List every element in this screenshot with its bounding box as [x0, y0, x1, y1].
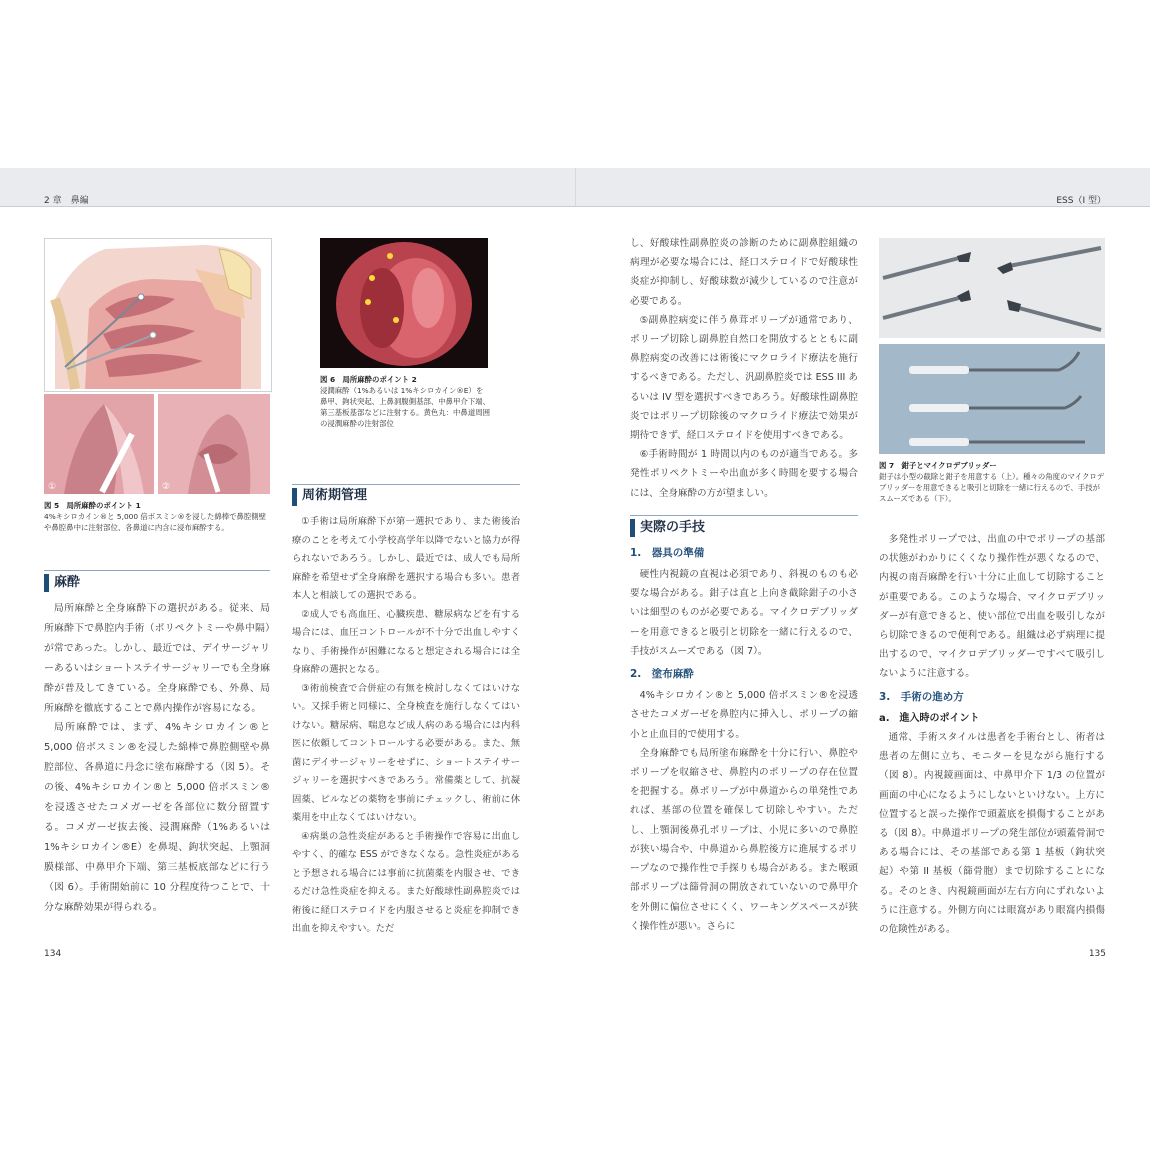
periop-paragraph-1: ①手術は局所麻酔下が第一選択であり、また術後治療のことを考えて小学校高学年以降でないと協力が得られないであろう。しかし、最近では、成人でも局所麻酔を希望せず全身麻酔を選択する場合も多い。患者本人と相談しての選択である。: [292, 516, 520, 601]
subsection-procedure: 3. 手術の進め方: [879, 690, 964, 703]
periop-paragraph-3: ③術前検査で合併症の有無を検討しなくてはいけない。又採手術と同様に、全身検査を施行しなくてはいけない。糖尿病、喘息など成人病のある場合には内科医に依頼してコントロールする必要がある。また、無菌にデイサージャリーをせずに、ショートステイサージャリーを選択すべきであろう。常備薬として、抗凝固薬、ピルなどの薬物を事前にチェックし、術前に休薬用を中止なくてはいけない。: [292, 682, 520, 823]
fig5-label-1: ①: [48, 482, 57, 492]
fig5-caption-title: 図 5 局所麻酔のポイント 1: [44, 501, 141, 510]
fig6-endoscopic-photo: [320, 238, 488, 368]
gutter-line: [575, 168, 576, 206]
anesthesia-paragraph-2: 局所麻酔では、まず、4%キシロカイン®と 5,000 倍ボスミン®を浸した綿棒で鼻腔側壁や鼻腔部位、各鼻道に丹念に塗布麻酔する（図 5）。その後、4%キシロカイン®と 5,000 倍ボスミン®を浸透させたコメガーゼを各部位に数分留置する。コメガーゼ抜去後、浸潤麻酔（1%あるいは 1%キシロカイン®E）を鼻堤、鉤状突起、上顎洞膜様部、中鼻甲介下端、第三基板底部などに行う（図 6）。手術開始前に 10 分程度待つことで、十分な麻酔効果が得られる。: [44, 722, 270, 913]
fig5-sagittal-illustration: [44, 238, 272, 392]
section-title-anesthesia: 麻酔: [54, 575, 81, 590]
running-header: [0, 168, 1150, 207]
fig5-endoscopic-view-1: [44, 394, 154, 494]
section-heading-technique: [630, 515, 858, 538]
entry-points-paragraph: 通常、手術スタイルは患者を手術台とし、術者は患者の左側に立ち、モニターを見ながら施行する（図 8）。内視鏡画面は、中鼻甲介下 1/3 の位置が画面の中心になるようにしないといけない。上方に位置すると誤った操作で頭蓋底を損傷することがある（図 8）。中鼻道ポリープの発生部位が頭蓋骨洞である場合には、その基部である第 1 基板（鉤状突起）や第 II 基板（篩骨胞）まで切除することになる。そのとき、内視鏡画面が左右方向にずれないように注意する。外側方向には眼窩があり眼窩内損傷の危険性がある。: [879, 732, 1105, 936]
book-spread: [0, 168, 1150, 973]
fig7-caption-body: 鉗子は小型の截除と鉗子を用意する（上）。種々の角度のマイクロデブリッダーを用意できると吸引と切除を一緒に行えるので、手技がスムーズである（下）。: [879, 472, 1105, 503]
topical-paragraph-1: 4%キシロカイン®と 5,000 倍ボスミン®を浸透させたコメガーゼを鼻腔内に挿入し、ポリープの縮小と止血目的で使用する。: [630, 690, 858, 740]
fig7-caption: [879, 460, 1105, 504]
fig5-label-2: ②: [162, 482, 171, 492]
right-page-number: 135: [1088, 949, 1106, 959]
fig5-endoscopic-view-2: [158, 394, 270, 494]
section-bar: [630, 519, 635, 537]
left-running-head: 2 章 鼻編: [44, 196, 89, 206]
anesthesia-paragraph-1: 局所麻酔と全身麻酔下の選択がある。従来、局所麻酔下で鼻腔内手術（ポリペクトミーや鼻中隔）が常であった。しかし、最近では、デイサージャリーあるいはショートステイサージャリーでも全身麻酔が普及してきている。全身麻酔でも、外鼻、局所麻酔を徹底することで鼻内操作が容易になる。: [44, 603, 270, 714]
section-bar: [44, 574, 49, 592]
fig7-caption-title: 図 7 鉗子とマイクロデブリッダー: [879, 461, 997, 470]
fig6-caption-title: 図 6 局所麻酔のポイント 2: [320, 375, 417, 384]
fig6-caption-body: 浸潤麻酔（1%あるいは 1%キシロカイン®E）を鼻甲、鉤状突起、上鼻洞腹側基部、中鼻甲介下端、第三基板基部などに注射する。黄色丸：中鼻道周囲の浸潤麻酔の注射部位: [320, 386, 490, 428]
left-column-1: [44, 570, 270, 918]
section-heading-periop: [292, 484, 520, 507]
right-col2-paragraph-1: 多発性ポリープでは、出血の中でポリープの基部の状態がわかりにくくなり操作性が悪くなるので、内視の南吾麻酔を行い十分に止血して切除することが重要である。このような場合、マイクロデブリッダーが有意できると、使い部位で出血を吸引しながら切除できるので便利である。組織は必ず病理に提出するので、マイクロデブリッダーですべて吸引しないように注意する。: [879, 534, 1105, 680]
section-heading-anesthesia: [44, 570, 270, 593]
fig6-caption: [320, 374, 490, 429]
fig7-microdebrider-photo: [879, 344, 1105, 454]
subsection-instruments: 1. 器具の準備: [630, 546, 705, 559]
left-column-2: [292, 484, 520, 939]
topical-paragraph-2: 全身麻酔でも局所塗布麻酔を十分に行い、鼻腔やポリープを収縮させ、鼻腔内のポリープの存在位置を把握する。鼻ポリープが中鼻道からの単発性であれば、基部の位置を確保して切除しやすい。ただし、上顎洞後鼻孔ポリープは、小児に多いので鼻腔が狭い場合や、中鼻道から鼻腔後方に進展するポリープなので操作性で手探りも場合がある。また喉頭部ポリープは篩骨洞の開放されていないので鼻甲介を外側に偏位させにくく、ワーキングスペースが狭く操作性が悪い。さらに: [630, 747, 858, 932]
instruments-paragraph: 硬性内視鏡の直視は必須であり、斜視のものも必要な場合がある。鉗子は直と上向き截除鉗子の小さいは細型のものが必要である。マイクロデブリッダーを用意できると吸引と切除を一緒に行えるので、手技がスムーズである（図 7）。: [630, 569, 858, 657]
section-title-periop: 周術期管理: [302, 488, 368, 503]
right-col1-paragraph-1: し、好酸球性副鼻腔炎の診断のために副鼻腔組織の病理が必要な場合には、経口ステロイドで好酸球性炎症が抑制し、好酸球数が減少しているので注意が必要である。: [630, 238, 858, 307]
right-column-1: [630, 234, 858, 936]
right-running-head: ESS（I 型）: [1056, 196, 1106, 206]
right-col1-paragraph-3: ⑥手術時間が 1 時間以内のものが適当である。多発性ポリペクトミーや出血が多く時間を要する場合には、全身麻酔の方が望ましい。: [630, 449, 858, 499]
right-col1-paragraph-2: ⑤副鼻腔病変に伴う鼻茸ポリープが通常であり、ポリープ切除し副鼻腔自然口を開放するとともに副鼻腔病変の改善には術後にマクロライド療法を施行するべきである。ただし、汎副鼻腔炎では ESS III あるいは IV 型を選択すべきであろう。好酸球性副鼻腔炎ではポリープ切除後のマクロライド療法で効果が期待できず、経口ステロイドを使用すべきである。: [630, 314, 858, 442]
fig5-caption: [44, 500, 270, 533]
periop-paragraph-4: ④病巣の急性炎症があると手術操作で容易に出血しやすく、的確な ESS ができなくなる。急性炎症があると予想される場合には事前に抗菌薬を内服させ、できるだけ急性炎症を抑える。また好酸球性副鼻腔炎では術後に経口ステロイドを内服させると炎症を抑制でき出血を抑えやすい。ただ: [292, 830, 520, 934]
periop-paragraph-2: ②成人でも高血圧、心臓疾患、糖尿病などを有する場合には、血圧コントロールが不十分で出血しやすくなり、手術操作が困難になると想定される場合には全身麻酔の選択となる。: [292, 608, 520, 675]
subsection-topical-anesthesia: 2. 塗布麻酔: [630, 668, 694, 681]
subsection-entry-points: a. 進入時のポイント: [879, 712, 980, 724]
fig7-forceps-photo: [879, 238, 1105, 338]
section-bar: [292, 488, 297, 506]
section-title-technique: 実際の手技: [640, 519, 706, 535]
right-column-2: [879, 530, 1105, 939]
left-page-number: 134: [44, 949, 62, 959]
fig5-caption-body: 4%キシロカイン®と 5,000 倍ボスミン®を浸した綿棒で鼻腔側壁や鼻腔鼻中に注射部位、各鼻道に内含に浸布麻酔する。: [44, 512, 267, 532]
